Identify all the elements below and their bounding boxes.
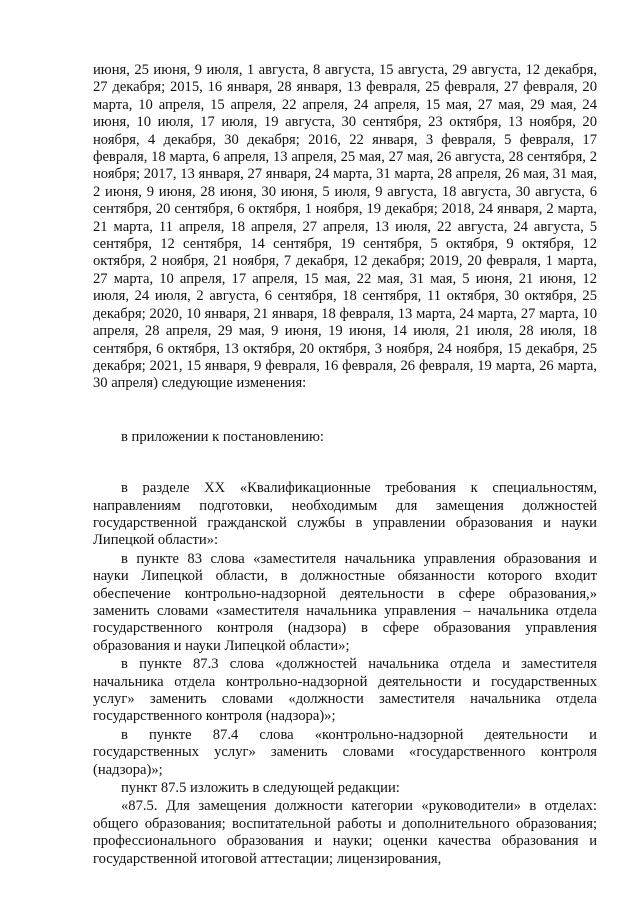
paragraph-section-xx: в разделе XX «Квалификационные требования к специальностям, направлениям подготовки, необходимым для замещения должностей государственной гражданской службы в управлении образования и науки Липецкой области»: (93, 480, 597, 549)
paragraph-point-83: в пункте 83 слова «заместителя начальника управления образования и науки Липецкой области, в должностные обязанности которого входит обеспечение контрольно-надзорной деятельности в сфере образования,» заменить словами «заместителя начальника управления – начальника отдела государственного контроля (надзора) в сфере образования управления образования и науки Липецкой области»; (93, 550, 597, 654)
document-page (93, 62, 597, 868)
paragraph-point-87-4: в пункте 87.4 слова «контрольно-надзорной деятельности и государственных услуг» заменить словами «государственного контроля (надзора)»; (93, 726, 597, 778)
paragraph-point-87-5-text: «87.5. Для замещения должности категории «руководители» в отделах: общего образования; воспитательной работы и дополнительного образования; профессионального образования и науки; оценки качества образования и государственной итоговой аттестации; лицензирования, (93, 798, 597, 867)
paragraph-point-87-3: в пункте 87.3 слова «должностей начальника отдела и заместителя начальника отдела контрольно-надзорной деятельности и государственных услуг» заменить словами «должности заместителя начальника отдела государственного контроля (надзора)»; (93, 656, 597, 725)
paragraph-appendix-intro: в приложении к постановлению: (121, 428, 324, 445)
paragraph-point-87-5-intro: пункт 87.5 изложить в следующей редакции: (121, 780, 400, 797)
paragraph-dates-list: июня, 25 июня, 9 июля, 1 августа, 8 августа, 15 августа, 29 августа, 12 декабря, 27 декабря; 2015, 16 января, 28 января, 13 февраля, 25 февраля, 27 февраля, 20 марта, 10 апреля, 15 апреля, 22 апреля, 24 апреля, 15 мая, 27 мая, 29 мая, 24 июня, 10 июля, 17 июля, 19 августа, 30 сентября, 23 октября, 13 ноября, 20 ноября, 4 декабря, 30 декабря; 2016, 22 января, 3 февраля, 5 февраля, 17 февраля, 18 марта, 6 апреля, 13 апреля, 25 мая, 27 мая, 26 августа, 28 сентября, 2 ноября; 2017, 13 января, 27 января, 24 марта, 31 марта, 28 апреля, 26 мая, 31 мая, 2 июня, 9 июня, 28 июня, 30 июня, 5 июля, 9 августа, 18 августа, 30 августа, 6 сентября, 20 сентября, 6 октября, 1 ноября, 19 декабря; 2018, 24 января, 2 марта, 21 марта, 11 апреля, 18 апреля, 27 апреля, 13 июля, 22 августа, 24 августа, 5 сентября, 12 сентября, 14 сентября, 19 сентября, 5 октября, 9 октября, 12 октября, 2 ноября, 21 ноября, 7 декабря, 12 декабря; 2019, 20 февраля, 1 марта, 27 марта, 10 апреля, 17 апреля, 15 мая, 22 мая, 31 мая, 5 июня, 21 июня, 12 июля, 24 июля, 2 августа, 6 сентября, 18 сентября, 11 октября, 30 октября, 25 декабря; 2020, 10 января, 21 января, 18 февраля, 13 марта, 24 марта, 27 марта, 10 апреля, 28 апреля, 29 мая, 9 июня, 19 июня, 14 июля, 21 июля, 28 июля, 18 сентября, 6 октября, 13 октября, 20 октября, 3 ноября, 24 ноября, 15 декабря, 25 декабря; 2021, 15 января, 9 февраля, 16 февраля, 26 февраля, 19 марта, 26 марта, 30 апреля) следующие изменения: (93, 62, 597, 392)
